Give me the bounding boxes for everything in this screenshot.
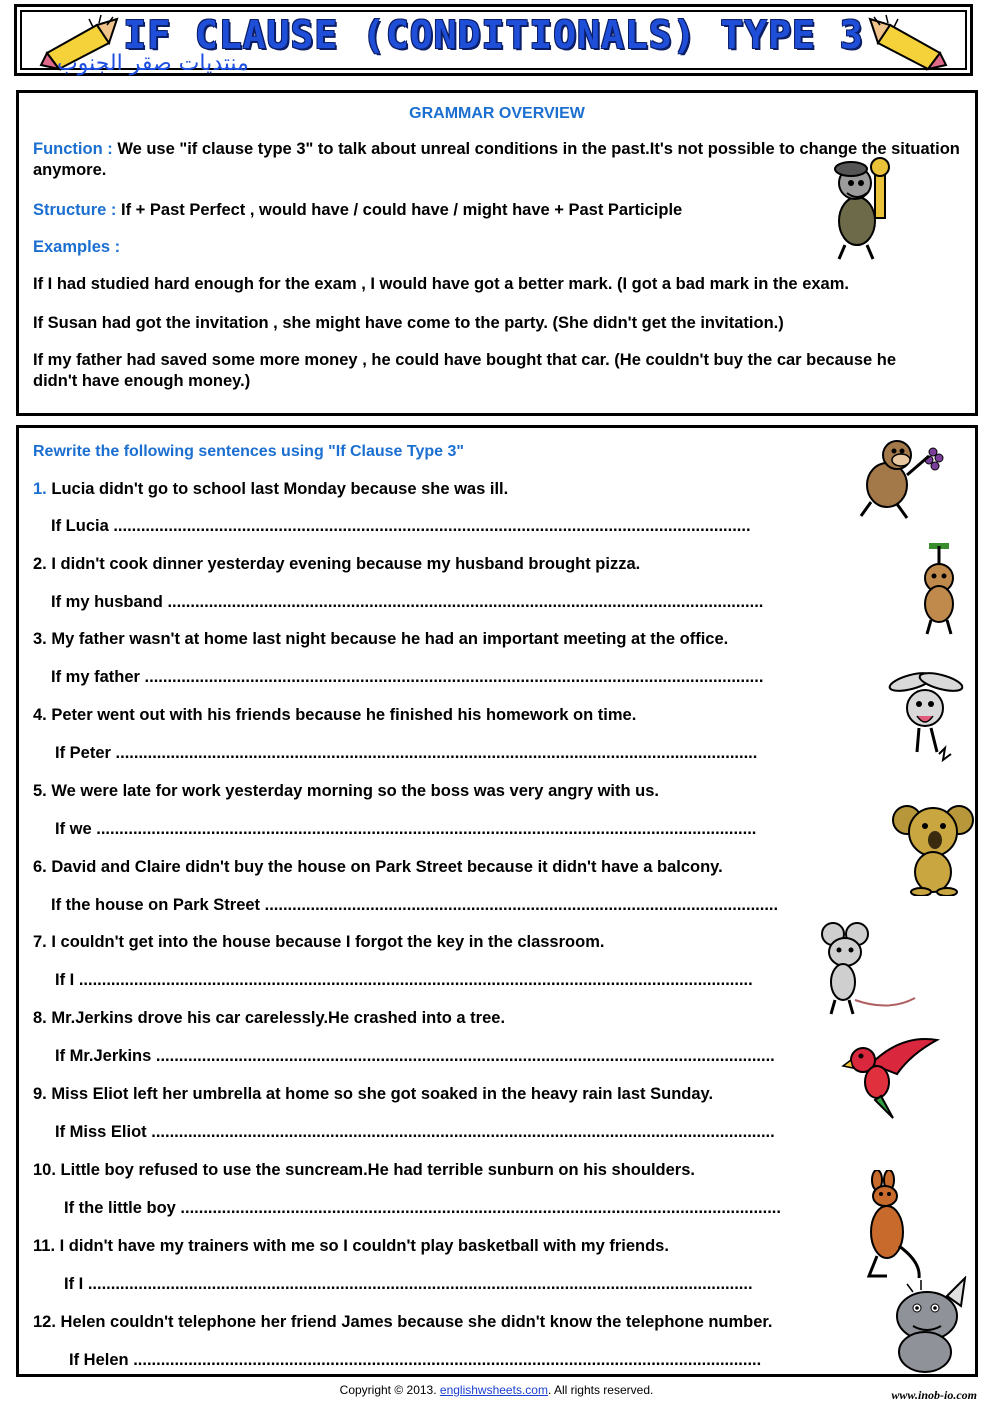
answer-line-5[interactable] [55,819,756,840]
item-number: 1. [33,480,47,498]
answer-line-3[interactable] [51,667,763,688]
answer-line-1[interactable] [51,516,751,537]
item-sentence: I couldn't get into the house because I forgot the key in the classroom. [51,933,605,951]
answer-dots: ......................................................................................................................................... [133,1351,762,1369]
exercise-item-7 [33,932,604,953]
exercise-item-11 [33,1236,669,1257]
pencil-icon [840,13,950,71]
overview-heading: GRAMMAR OVERVIEW [409,105,585,122]
exercise-item-10 [33,1160,695,1181]
exercise-item-9 [33,1084,713,1105]
answer-dots: ....................................................................................................................................... [144,668,764,686]
monkey-with-grapes-icon [837,430,947,520]
exercise-item-5 [33,781,659,802]
answer-dots: ........................................................................................................................................ [151,1123,775,1141]
item-sentence: Little boy refused to use the suncream.He had terrible sunburn on his shoulders. [60,1161,695,1179]
mouse-icon [799,920,919,1020]
answer-line-11[interactable] [64,1274,753,1295]
answer-prompt: If Miss Eliot [55,1123,152,1141]
item-number: 4. [33,706,47,724]
exercise-item-12 [33,1312,773,1333]
parrot-icon [841,1034,941,1120]
exercise-item-6 [33,857,723,878]
structure-text: If + Past Perfect , would have / could have / might have + Past Participle [116,201,683,219]
item-sentence: Helen couldn't telephone her friend James because she didn't know the telephone number. [60,1313,773,1331]
item-number: 9. [33,1085,47,1103]
item-number: 11. [33,1237,56,1255]
item-number: 2. [33,555,47,573]
item-sentence: Miss Eliot left her umbrella at home so she got soaked in the heavy rain last Sunday. [51,1085,714,1103]
title-banner [14,4,973,76]
exercise-item-4 [33,705,636,726]
item-number: 3. [33,630,47,648]
answer-prompt: If Helen [69,1351,134,1369]
item-sentence: We were late for work yesterday morning so the boss was very angry with us. [51,782,659,800]
exercise-item-8 [33,1008,505,1029]
answer-line-8[interactable] [55,1046,775,1067]
copyright-notice [0,1383,993,1397]
item-sentence: I didn't cook dinner yesterday evening because my husband brought pizza. [51,555,641,573]
answer-line-10[interactable] [64,1198,781,1219]
koala-icon [891,796,975,896]
answer-dots: ............................................................................................................................................ [115,744,758,762]
item-sentence: David and Claire didn't buy the house on Park Street because it didn't have a balcony. [51,858,723,876]
answer-prompt: If Peter [55,744,116,762]
rabbit-icon [881,668,971,764]
answer-line-2[interactable] [51,592,763,613]
forum-watermark: منتديات صقر الجنوب [57,51,249,76]
function-label: Function : [33,140,113,158]
function-text: We use "if clause type 3" to talk about unreal conditions in the past.It's not possible to change the situation anymore. [33,140,960,179]
answer-prompt: If I [64,1275,88,1293]
copyright-link[interactable]: englishwsheets.com [439,1383,548,1397]
exercise-item-3 [33,629,728,650]
item-sentence: I didn't have my trainers with me so I couldn't play basketball with my friends. [59,1237,669,1255]
exercise-instruction: Rewrite the following sentences using "If Clause Type 3" [33,443,464,460]
answer-line-7[interactable] [55,970,753,991]
answer-line-6[interactable] [51,895,778,916]
function-paragraph [33,139,963,181]
answer-prompt: If Lucia [51,517,114,535]
exercise-box [16,425,978,1377]
answer-prompt: If Mr.Jerkins [55,1047,156,1065]
item-number: 5. [33,782,47,800]
example-2: If Susan had got the invitation , she might have come to the party. (She didn't get the invitation.) [33,314,784,332]
example-1: If I had studied hard enough for the exam , I would have got a better mark. (I got a bad mark in the exam. [33,275,849,293]
exercise-item-1 [33,479,508,500]
answer-prompt: If my husband [51,593,168,611]
item-number: 12. [33,1313,56,1331]
answer-line-9[interactable] [55,1122,775,1143]
site-watermark: www.inob-io.com [891,1388,977,1402]
examples-label: Examples : [33,238,121,256]
answer-dots: ........................................................................................................................................... [113,517,751,535]
item-sentence: My father wasn't at home last night because he had an important meeting at the office. [51,630,729,648]
answer-dots: ................................................................................................................................................ [96,820,757,838]
answer-prompt: If the little boy [64,1199,181,1217]
item-number: 6. [33,858,47,876]
item-sentence: Mr.Jerkins drove his car carelessly.He crashed into a tree. [51,1009,506,1027]
monkey-with-key-icon [825,143,905,263]
copyright-suffix: . All rights reserved. [547,1383,654,1397]
item-number: 8. [33,1009,47,1027]
answer-prompt: If my father [51,668,145,686]
hanging-monkey-icon [909,540,975,636]
item-number: 10. [33,1161,56,1179]
structure-label: Structure : [33,201,117,219]
answer-dots: ................................................................................................................ [264,896,779,914]
answer-prompt: If the house on Park Street [51,896,265,914]
item-sentence: Peter went out with his friends because he finished his homework on time. [51,706,637,724]
answer-dots: ................................................................................................................................... [180,1199,781,1217]
answer-dots: ................................................................................................................................................. [87,1275,753,1293]
item-number: 7. [33,933,47,951]
answer-dots: .................................................................................................................................. [167,593,764,611]
answer-line-4[interactable] [55,743,757,764]
kangaroo-icon [855,1170,925,1280]
exercise-item-2 [33,554,640,575]
answer-prompt: If we [55,820,97,838]
answer-prompt: If I [55,971,79,989]
answer-dots: ................................................................................................................................................... [78,971,753,989]
worksheet-title: IF CLAUSE (CONDITIONALS) TYPE 3 [123,13,864,57]
structure-paragraph [33,200,682,221]
example-3: If my father had saved some more money , he could have bought that car. (He couldn't buy the car because he didn't have enough money.) [33,351,897,390]
copyright-prefix: Copyright © 2013. [339,1383,440,1397]
grammar-overview-box [16,90,978,416]
answer-line-12[interactable] [69,1350,761,1371]
item-sentence: Lucia didn't go to school last Monday because she was ill. [51,480,509,498]
answer-dots: ....................................................................................................................................... [155,1047,775,1065]
rhino-icon [877,1276,977,1376]
